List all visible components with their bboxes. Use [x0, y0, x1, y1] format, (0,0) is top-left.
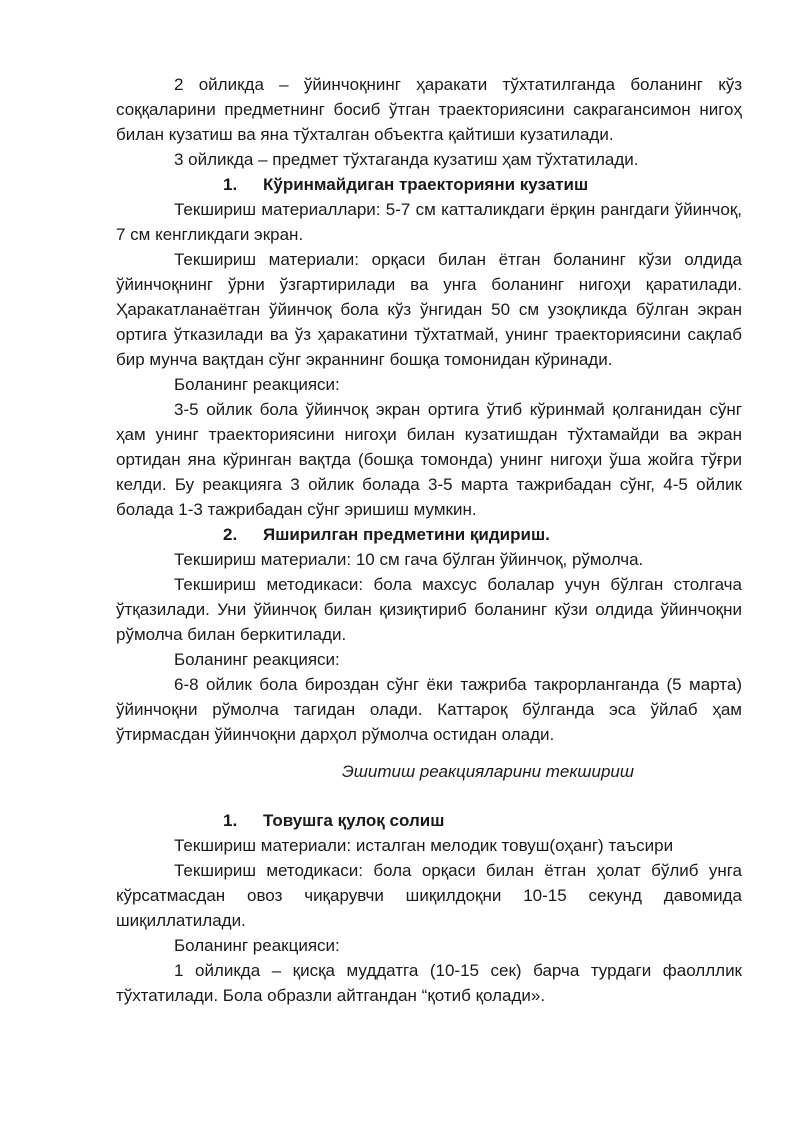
- paragraph-reaction-label: Боланинг реакцияси:: [174, 936, 340, 955]
- section-number: 2.: [223, 525, 238, 544]
- paragraph-procedure: Текшириш методикаси: бола махсус болалар учун бўлган столгача ўтқазилади. Уни ўйинчоқ билан қизиқтириб боланинг кўзи олдида ўйинчоқни рўмолча билан беркитилади.: [116, 575, 742, 644]
- paragraph-procedure: Текшириш методикаси: бола орқаси билан ётган ҳолат бўлиб унга кўрсатмасдан овоз чиқарувчи шиқилдоқни 10-15 секунд давомида шиқиллатилади.: [116, 861, 742, 930]
- section-heading-hidden-object: [116, 522, 742, 547]
- paragraph-reaction: 6-8 ойлик бола бироздан сўнг ёки тажриба такрорланганда (5 марта) ўйинчоқни рўмолча тагидан олади. Каттароқ бўлганда эса ўйлаб ҳам ўтирмасдан ўйинчоқни дарҳол рўмолча остидан олади.: [116, 675, 742, 744]
- section-heading-listening: [116, 808, 742, 833]
- section-title: Кўринмайдиган траекторияни кузатиш: [263, 175, 589, 194]
- section-number: 1.: [223, 175, 238, 194]
- paragraph-reaction-label: Боланинг реакцияси:: [174, 650, 340, 669]
- paragraph-materials: Текшириш материали: 10 см гача бўлган ўйинчоқ, рўмолча.: [174, 550, 644, 569]
- paragraph-reaction: 1 ойликда – қисқа муддатга (10-15 сек) барча турдаги фаолллик тўхтатилади. Бола образли айтгандан “қотиб қолади».: [116, 961, 742, 1005]
- paragraph-procedure: Текшириш материали: орқаси билан ётган боланинг кўзи олдида ўйинчоқнинг ўрни ўзгартирилади ва унга боланинг нигоҳи қаратилади. Ҳаракатланаётган ўйинчоқ бола кўз ўнгидан 50 см узоқликда бўлган экран ортига ўтказилади ва ўз ҳаракатини тўхтатмай, унинг траекториясини сақлаб бир мунча вақтдан сўнг экраннинг бошқа томонидан кўринади.: [116, 250, 742, 369]
- paragraph-materials: Текшириш материаллари: 5-7 см катталикдаги ёрқин рангдаги ўйинчоқ, 7 см кенгликдаги экран.: [116, 200, 742, 244]
- section-heading-invisible-trajectory: [116, 172, 742, 197]
- section-title: Товушга қулоқ солиш: [263, 811, 445, 830]
- document-page: [116, 72, 742, 1008]
- paragraph-2-months: 2 ойликда – ўйинчоқнинг ҳаракати тўхтатилганда боланинг кўз соққаларини предметнинг босиб ўтган траекториясини сакрагансимон нигоҳ билан кузатиш ва яна тўхталган объектга қайтиши кузатилади.: [116, 75, 742, 144]
- paragraph-materials: Текшириш материали: исталган мелодик товуш(оҳанг) таъсири: [174, 836, 674, 855]
- section-title: Яширилган предметини қидириш.: [263, 525, 550, 544]
- paragraph-3-months: 3 ойликда – предмет тўхтаганда кузатиш ҳам тўхтатилади.: [174, 150, 639, 169]
- subsection-title-hearing: Эшитиш реакцияларини текшириш: [342, 762, 634, 781]
- paragraph-reaction-label: Боланинг реакцияси:: [174, 375, 340, 394]
- section-number: 1.: [223, 811, 238, 830]
- paragraph-reaction: 3-5 ойлик бола ўйинчоқ экран ортига ўтиб кўринмай қолганидан сўнг ҳам унинг траекториясини нигоҳи билан кузатишдан тўхтамайди ва экран ортидан яна кўринган вақтда (бошқа томонда) унинг нигоҳи ўша жойга тўғри келди. Бу реакцияга 3 ойлик болада 3-5 марта тажрибадан сўнг, 4-5 ойлик болада 1-3 тажрибадан сўнг эришиш мумкин.: [116, 400, 742, 519]
